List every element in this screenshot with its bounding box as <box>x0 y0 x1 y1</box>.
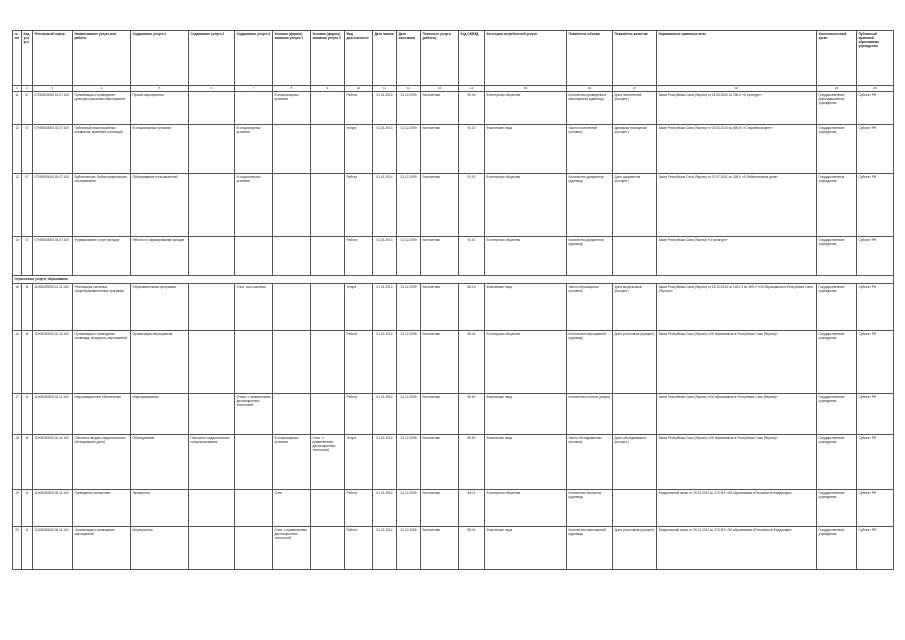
table-cell: Работа <box>345 394 373 435</box>
table-cell: В интересах общества <box>485 237 567 276</box>
header-cell: Условия (формы) оказания услуги 2 <box>311 31 345 86</box>
table-cell: 31.12.2099 <box>397 284 421 331</box>
table-cell: Закон Республики Саха (Якутия) от 07.07.2001 № 326-II «О библиотечном деле» <box>657 174 817 237</box>
header-cell: Категории потребителей услуги <box>485 31 567 86</box>
table-cell: 11000000000.06.11.100 <box>33 527 73 570</box>
table-cell: Субъект РФ <box>857 174 894 237</box>
table-cell <box>189 237 235 276</box>
column-number: 17 <box>613 86 657 92</box>
table-cell <box>311 527 345 570</box>
table-cell <box>235 237 273 276</box>
table-cell: Физические лица <box>485 125 567 174</box>
table-cell: Бесплатная <box>421 284 459 331</box>
header-cell: Дата начала <box>373 31 397 86</box>
header-cell: Вид деятельности <box>345 31 373 86</box>
table-cell: Работа <box>345 92 373 125</box>
table-cell: Информирование <box>131 394 189 435</box>
table-cell: Доля участников (процент) <box>613 331 657 394</box>
table-cell: Проведение экспертизы <box>73 490 131 527</box>
table-body <box>13 86 894 570</box>
header-cell: Дата окончания <box>397 31 421 86</box>
table-cell: 01.01.2014 <box>373 527 397 570</box>
table-cell: 84.11 <box>459 490 485 527</box>
header-row <box>13 31 894 86</box>
table-cell: 91.01 <box>459 174 485 237</box>
services-registry-table <box>12 30 894 570</box>
table-cell: 11 <box>22 331 33 394</box>
table-cell: Очно, с применением дистанционных технологий <box>273 527 311 570</box>
table-cell: Количество экспертиз (единица) <box>567 490 613 527</box>
table-cell: 11 <box>22 435 33 490</box>
table-cell: 01.01.2014 <box>373 284 397 331</box>
table-cell <box>189 92 235 125</box>
table-cell: Экспертиза <box>131 490 189 527</box>
table-cell: Доля выпускников (процент) <box>613 284 657 331</box>
table-cell <box>235 527 273 570</box>
header-cell: Показатель объема <box>567 31 613 86</box>
table-cell: 90.04 <box>459 92 485 125</box>
section-label: Отраслевые услуги: образование <box>13 276 894 284</box>
table-cell: 11 <box>22 490 33 527</box>
table-cell: Бесплатная <box>421 92 459 125</box>
header-cell: Код ОКВЭД <box>459 31 485 86</box>
table-cell: Закон Республики Саха (Якутия) «О культуре» <box>657 237 817 276</box>
table-cell: В стационарных условиях <box>235 174 273 237</box>
table-row <box>13 92 894 125</box>
table-cell: Субъект РФ <box>857 527 894 570</box>
table-cell: Работа <box>345 527 373 570</box>
table-cell: Информационное обеспечение <box>73 394 131 435</box>
table-cell: 11000000000.04.11.100 <box>33 435 73 490</box>
column-number: 13 <box>421 86 459 92</box>
table-cell: Государственные (муниципальные) учреждения <box>817 92 857 125</box>
table-cell <box>311 331 345 394</box>
table-cell: Субъект РФ <box>857 92 894 125</box>
table-cell <box>189 174 235 237</box>
table-cell: Субъект РФ <box>857 331 894 394</box>
table-cell: Динамика посещений (процент) <box>613 125 657 174</box>
table-cell: Физические лица <box>485 394 567 435</box>
column-number: 10 <box>345 86 373 92</box>
table-cell: Работа <box>345 490 373 527</box>
table-cell: Количество отчетов (штука) <box>567 394 613 435</box>
table-cell: 31.12.2099 <box>397 125 421 174</box>
table-row <box>13 125 894 174</box>
table-cell: Количество проведенных мероприятий (единица) <box>567 92 613 125</box>
table-cell: Доля обследованных (процент) <box>613 435 657 490</box>
table-cell: 16 <box>13 331 22 394</box>
table-cell: Государственные учреждения <box>817 174 857 237</box>
table-cell: 20 <box>13 527 22 570</box>
table-cell: Работа <box>345 174 373 237</box>
column-number: 5 <box>131 86 189 92</box>
column-number: 12 <box>397 86 421 92</box>
table-cell: В стационарных условиях <box>235 125 273 174</box>
column-number: 7 <box>235 86 273 92</box>
table-cell: Организация и проведение мероприятий <box>73 527 131 570</box>
table-cell: Доля участников (процент) <box>613 527 657 570</box>
table-cell: 85.60 <box>459 435 485 490</box>
table-cell <box>311 174 345 237</box>
table-cell: Бесплатная <box>421 125 459 174</box>
table-cell: Закон Республики Саха (Якутия) «Об образовании в Республике Саха (Якутия)» <box>657 394 817 435</box>
table-cell: Закон Республики Саха (Якутия) от 15.06.2000 № 230-II «О культуре» <box>657 92 817 125</box>
table-cell: В интересах общества <box>485 174 567 237</box>
table-cell: 01.01.2014 <box>373 435 397 490</box>
table-cell: Очная, с применением дистанционных технологий <box>235 394 273 435</box>
table-cell: 07000000000.04.07.100 <box>33 237 73 276</box>
table-cell: В стационарных условиях <box>273 92 311 125</box>
header-cell: Нормативные правовые акты <box>657 31 817 86</box>
table-cell: Библиотечное, библиографическое обслуживание <box>73 174 131 237</box>
table-cell: 91.01 <box>459 237 485 276</box>
table-cell: Прочие мероприятия <box>131 92 189 125</box>
table-cell <box>273 394 311 435</box>
table-cell: Количество мероприятий (единица) <box>567 527 613 570</box>
table-cell: Государственные учреждения <box>817 490 857 527</box>
table-cell: Закон Республики Саха (Якутия) от 23.03.2010 № 800-IV «О музейном деле» <box>657 125 817 174</box>
table-cell: Бесплатная <box>421 527 459 570</box>
table-cell <box>273 237 311 276</box>
column-number: 8 <box>273 86 311 92</box>
table-cell: 11 <box>22 284 33 331</box>
table-cell <box>311 125 345 174</box>
table-cell: Государственные учреждения <box>817 125 857 174</box>
table-cell: 31.12.2099 <box>397 331 421 394</box>
table-cell <box>273 331 311 394</box>
table-cell: Бесплатная <box>421 435 459 490</box>
table-cell: 91.02 <box>459 125 485 174</box>
table-cell: Федеральный закон от 29.12.2012 № 273-ФЗ «Об образовании в Российской Федерации» <box>657 490 817 527</box>
table-cell: Закон Республики Саха (Якутия) «Об образовании в Республике Саха (Якутия)» <box>657 435 817 490</box>
header-cell: Показатель качества <box>613 31 657 86</box>
table-cell: 15 <box>13 284 22 331</box>
table-cell: Услуга <box>345 125 373 174</box>
table-cell: Физические лица <box>485 435 567 490</box>
header-cell: № п/п <box>13 31 22 86</box>
column-number: 3 <box>33 86 73 92</box>
table-cell: 12 <box>13 125 22 174</box>
table-cell <box>189 125 235 174</box>
table-cell: 11 <box>13 92 22 125</box>
table-cell: 07 <box>22 92 33 125</box>
table-cell: Очно, очно-заочная <box>235 284 273 331</box>
table-cell: 85.60 <box>459 394 485 435</box>
table-cell: Реализация основных общеобразовательных программ <box>73 284 131 331</box>
table-cell <box>189 394 235 435</box>
header-cell: Содержание услуги 1 <box>131 31 189 86</box>
table-cell: Доля посетителей (процент) <box>613 92 657 125</box>
table-cell: Обследование <box>131 435 189 490</box>
table-cell <box>189 527 235 570</box>
table-cell: Государственные учреждения <box>817 331 857 394</box>
table-cell <box>273 174 311 237</box>
registry-document <box>12 30 893 570</box>
header-cell: Содержание услуги 3 <box>235 31 273 86</box>
table-row <box>13 174 894 237</box>
table-cell <box>273 125 311 174</box>
table-cell <box>235 331 273 394</box>
header-cell: Уполномоченный орган <box>817 31 857 86</box>
table-cell: Бесплатная <box>421 490 459 527</box>
table-cell: Работы по формированию фондов <box>131 237 189 276</box>
table-cell: 01.01.2014 <box>373 92 397 125</box>
table-cell: Число посетителей (человек) <box>567 125 613 174</box>
table-cell: Формирование и учет фондов <box>73 237 131 276</box>
table-cell: 11000000000.05.11.100 <box>33 490 73 527</box>
table-cell: Субъект РФ <box>857 435 894 490</box>
table-cell: Очно <box>273 490 311 527</box>
table-cell: Организация и проведение олимпиад, конкурсов, мероприятий <box>73 331 131 394</box>
table-cell: Работа <box>345 331 373 394</box>
table-cell: 07 <box>22 125 33 174</box>
table-cell: Психолого-медико-педагогическое обследование детей <box>73 435 131 490</box>
header-cell: Содержание услуги 2 <box>189 31 235 86</box>
table-cell: В интересах общества <box>485 92 567 125</box>
table-cell: Работа <box>345 237 373 276</box>
table-row <box>13 490 894 527</box>
column-number: 18 <box>657 86 817 92</box>
table-cell: 11 <box>22 527 33 570</box>
table-cell <box>311 394 345 435</box>
table-cell: 31.12.2099 <box>397 174 421 237</box>
table-cell: Государственные учреждения <box>817 284 857 331</box>
table-cell: 31.12.2099 <box>397 237 421 276</box>
column-number: 15 <box>485 86 567 92</box>
column-number: 20 <box>857 86 894 92</box>
table-row <box>13 331 894 394</box>
table-cell: В стационарных условиях <box>273 435 311 490</box>
header-cell: Платность услуги (работы) <box>421 31 459 86</box>
table-cell: 01.01.2014 <box>373 331 397 394</box>
table-cell: 85.14 <box>459 284 485 331</box>
header-cell: Наименование услуги или работы <box>73 31 131 86</box>
table-cell <box>189 331 235 394</box>
table-cell <box>273 284 311 331</box>
header-cell: Публичный правовой образования учреждения <box>857 31 894 86</box>
table-cell: 07000000000.02.07.100 <box>33 125 73 174</box>
table-cell: Бесплатная <box>421 331 459 394</box>
table-cell: 01.01.2014 <box>373 125 397 174</box>
table-cell: 85.41 <box>459 527 485 570</box>
table-cell: 11000000000.03.11.100 <box>33 394 73 435</box>
column-number: 6 <box>189 86 235 92</box>
table-cell <box>311 490 345 527</box>
table-cell <box>613 394 657 435</box>
table-cell: 01.01.2014 <box>373 490 397 527</box>
column-number: 2 <box>22 86 33 92</box>
table-cell <box>311 92 345 125</box>
table-row <box>13 284 894 331</box>
table-cell: 19 <box>13 490 22 527</box>
table-cell: Субъект РФ <box>857 394 894 435</box>
table-cell: 01.01.2014 <box>373 394 397 435</box>
table-cell: В стационарных условиях <box>131 125 189 174</box>
table-cell: Мероприятия <box>131 527 189 570</box>
table-cell <box>311 237 345 276</box>
table-cell: Государственные учреждения <box>817 237 857 276</box>
table-cell: 07000000000.03.07.100 <box>33 174 73 237</box>
table-cell: Государственные учреждения <box>817 394 857 435</box>
table-cell: 17 <box>13 394 22 435</box>
table-cell: 31.12.2099 <box>397 435 421 490</box>
header-cell: Реестровый номер <box>33 31 73 86</box>
table-cell <box>235 490 273 527</box>
table-cell: 31.12.2099 <box>397 92 421 125</box>
table-cell: Физические лица <box>485 527 567 570</box>
table-cell: 07 <box>22 174 33 237</box>
table-cell: Государственные учреждения <box>817 435 857 490</box>
table-cell: 13 <box>13 174 22 237</box>
table-cell: Закон Республики Саха (Якутия) «Об образовании в Республике Саха (Якутия)» <box>657 331 817 394</box>
table-cell: Субъект РФ <box>857 490 894 527</box>
table-cell: 01.01.2014 <box>373 174 397 237</box>
table-cell: Услуга <box>345 435 373 490</box>
table-cell: Физические лица <box>485 284 567 331</box>
table-cell: 31.12.2099 <box>397 527 421 570</box>
table-cell: 01.01.2014 <box>373 237 397 276</box>
table-cell: Обслуживание пользователей <box>131 174 189 237</box>
table-cell: Публичный показ музейных предметов, музейных коллекций <box>73 125 131 174</box>
table-cell: Субъект РФ <box>857 125 894 174</box>
table-row <box>13 394 894 435</box>
table-cell: 11000000000.01.11.100 <box>33 284 73 331</box>
table-cell: 11 <box>22 394 33 435</box>
table-cell: Государственные учреждения <box>817 527 857 570</box>
table-cell: Федеральный закон от 29.12.2012 № 273-ФЗ «Об образовании в Российской Федерации» <box>657 527 817 570</box>
table-cell: 31.12.2099 <box>397 394 421 435</box>
column-number: 16 <box>567 86 613 92</box>
table-cell <box>613 490 657 527</box>
column-number: 1 <box>13 86 22 92</box>
table-cell: Психолого-педагогическое консультирование <box>189 435 235 490</box>
table-cell <box>189 284 235 331</box>
header-cell: Условия (формы) оказания услуги 1 <box>273 31 311 86</box>
table-cell: Бесплатная <box>421 174 459 237</box>
table-cell: Организация и проведение культурно-массовых мероприятий <box>73 92 131 125</box>
table-cell: В интересах общества <box>485 490 567 527</box>
table-cell: Бесплатная <box>421 237 459 276</box>
table-cell: 07000000000.01.07.100 <box>33 92 73 125</box>
column-number: 14 <box>459 86 485 92</box>
table-cell: 07 <box>22 237 33 276</box>
table-cell: Субъект РФ <box>857 237 894 276</box>
table-cell <box>613 237 657 276</box>
table-cell: 85.41 <box>459 331 485 394</box>
column-number: 19 <box>817 86 857 92</box>
table-cell: Количество мероприятий (единица) <box>567 331 613 394</box>
column-number: 9 <box>311 86 345 92</box>
table-cell: Очно, с применением дистанционных технологий <box>311 435 345 490</box>
table-cell <box>189 490 235 527</box>
table-row <box>13 435 894 490</box>
table-cell: Услуга <box>345 284 373 331</box>
table-cell: 14 <box>13 237 22 276</box>
table-cell: 11000000000.02.11.100 <box>33 331 73 394</box>
table-cell: Образовательная программа <box>131 284 189 331</box>
table-cell: 31.12.2099 <box>397 490 421 527</box>
table-cell: Закон Республики Саха (Якутия) от 15.12.2014 № 1401-З № 359-V «Об образовании в Республике Саха (Якутия)» <box>657 284 817 331</box>
table-cell: Организация мероприятий <box>131 331 189 394</box>
table-cell: Субъект РФ <box>857 284 894 331</box>
table-row <box>13 527 894 570</box>
table-cell: Количество документов (единица) <box>567 174 613 237</box>
table-cell <box>311 284 345 331</box>
section-row <box>13 276 894 284</box>
table-cell: Число обучающихся (человек) <box>567 284 613 331</box>
table-cell: В интересах общества <box>485 331 567 394</box>
table-row <box>13 237 894 276</box>
table-cell <box>235 435 273 490</box>
table-cell: Число обследованных (человек) <box>567 435 613 490</box>
column-number: 4 <box>73 86 131 92</box>
table-cell: Доля документов (процент) <box>613 174 657 237</box>
table-cell <box>235 92 273 125</box>
header-cell: Код услуги <box>22 31 33 86</box>
table-cell: Бесплатная <box>421 394 459 435</box>
table-cell: 18 <box>13 435 22 490</box>
column-number: 11 <box>373 86 397 92</box>
table-cell: Количество документов (единица) <box>567 237 613 276</box>
